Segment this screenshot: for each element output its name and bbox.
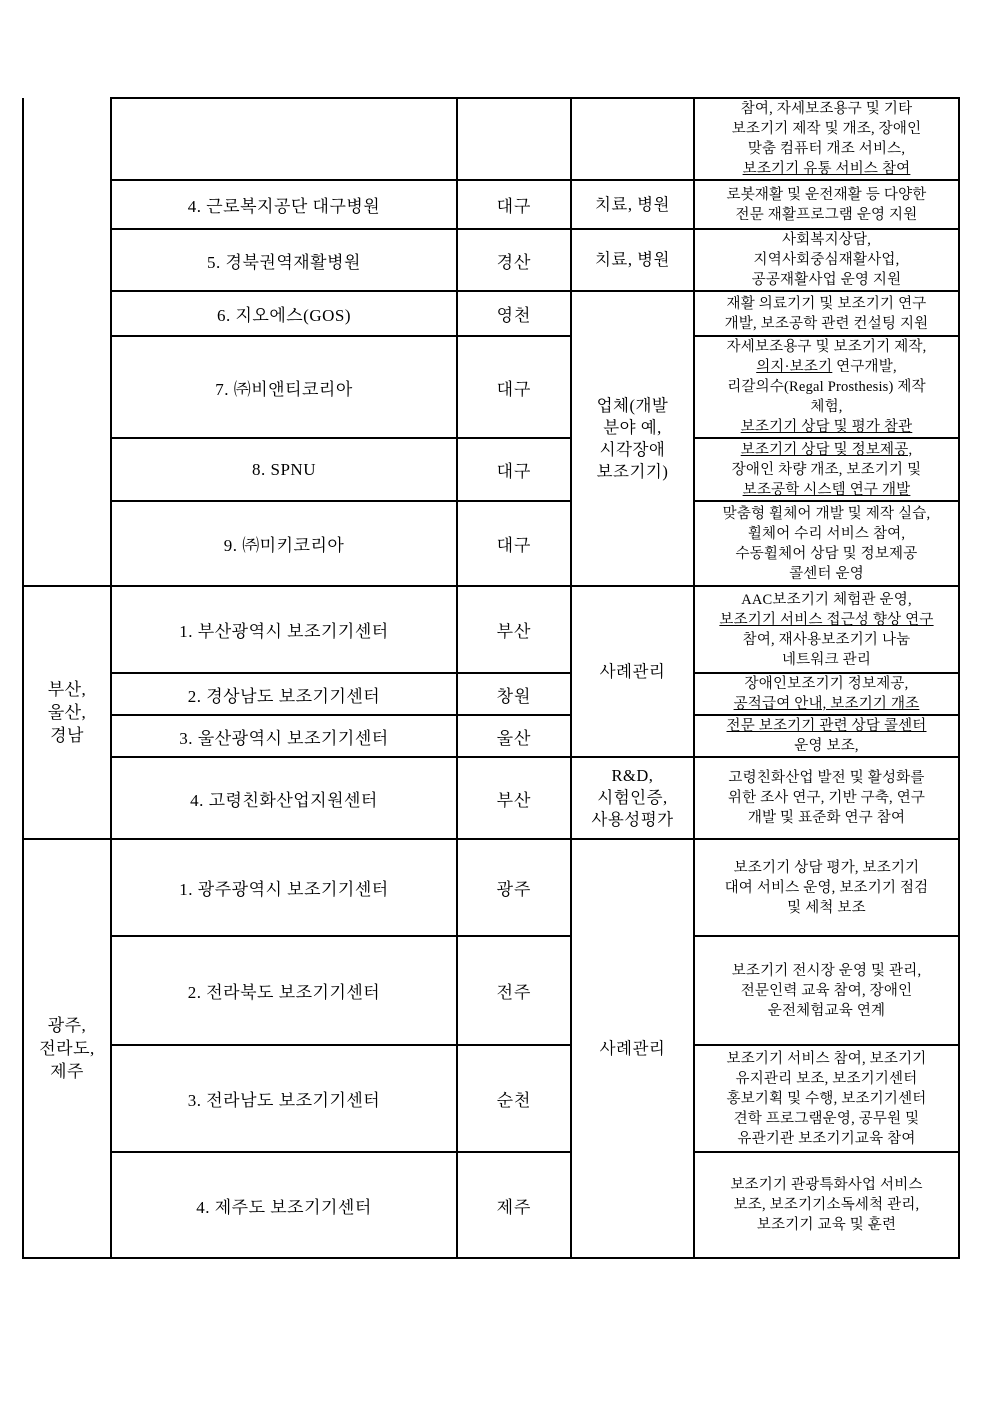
description-segment: 운전체험교육 연계: [767, 1002, 886, 1019]
description-segment: 공적급여 안내, 보조기기 개조: [733, 696, 920, 712]
description-segment: 전문 보조기기 관련 상담 콜센터: [726, 718, 927, 734]
region-label-line: 부산,: [47, 680, 87, 699]
category-line: 사용성평가: [591, 810, 674, 829]
description-segment: 전문인력 교육 참여, 장애인: [740, 982, 913, 999]
org-name-text: 2. 경상남도 보조기기센터: [187, 686, 381, 706]
city-text: 영천: [496, 306, 532, 325]
city-cell: [457, 715, 571, 757]
org-name-cell: [111, 673, 457, 715]
table-row: [23, 936, 959, 1045]
category-line: 시각장애: [599, 439, 666, 459]
description-cell: [694, 936, 959, 1045]
description-segment: 보조기기 상담 및 평가 참관: [740, 419, 913, 435]
org-name-cell: [111, 501, 457, 586]
document-page: [22, 97, 960, 1259]
description-segment: 자세보조용구 및 보조기기 제작,: [726, 339, 927, 355]
description-segment: 및 세척 보조: [787, 899, 866, 916]
description-segment: 보조공학 시스템 연구 개발: [742, 481, 911, 498]
description-segment: 수동휠체어 상담 및 정보제공: [735, 545, 918, 562]
org-name-text: 4. 제주도 보조기기센터: [196, 1197, 372, 1217]
city-cell: [457, 438, 571, 501]
category-cell: [571, 180, 694, 229]
description-segment: 홍보기획 및 수행, 보조기기센터: [726, 1090, 927, 1107]
description-segment: 장애인보조기기 정보제공,: [744, 676, 909, 692]
description-segment: 보조기기 유통 서비스 참여: [742, 161, 911, 177]
city-text: 부산: [496, 622, 532, 641]
category-line: 분야 예,: [603, 417, 662, 437]
description-segment: AAC보조기기 체험관 운영,: [741, 591, 912, 608]
org-table: [22, 97, 960, 1259]
org-name-cell: [111, 1152, 457, 1258]
description-cell: [694, 98, 959, 180]
city-text: 울산: [496, 728, 532, 748]
city-cell: [457, 1152, 571, 1258]
city-text: 대구: [496, 462, 532, 481]
table-row: [23, 180, 959, 229]
description-segment: 운영 보조,: [794, 738, 859, 754]
org-name-cell: [111, 438, 457, 501]
description-segment: 유지관리 보조, 보조기기센터: [735, 1070, 918, 1087]
city-text: 순천: [496, 1091, 532, 1110]
category-cell: [571, 291, 694, 586]
category-line: 보조기기): [596, 461, 669, 481]
org-name-text: 6. 지오에스(GOS): [216, 306, 352, 325]
description-segment: 보조, 보조기기소독세척 관리,: [733, 1197, 920, 1213]
description-segment: 보조기기 관광특화사업 서비스: [730, 1177, 923, 1193]
description-segment: 고령친화산업 발전 및 활성화를: [728, 770, 925, 786]
description-segment: 리갈의수(Regal Prosthesis) 제작: [727, 379, 926, 395]
table-row: [23, 757, 959, 839]
description-segment: 휠체어 수리 서비스 참여,: [747, 525, 906, 542]
table-row: [23, 673, 959, 715]
region-cell: [23, 98, 111, 586]
org-name-text: 3. 전라남도 보조기기센터: [187, 1091, 381, 1110]
city-cell: [457, 1045, 571, 1152]
description-segment: 참여, 자세보조용구 및 기타: [740, 101, 913, 117]
description-segment: 재활 의료기기 및 보조기기 연구: [726, 295, 927, 312]
org-name-text: 3. 울산광역시 보조기기센터: [179, 728, 389, 748]
city-text: 광주: [496, 880, 532, 899]
city-cell: [457, 586, 571, 673]
org-name-text: 4. 고령친화산업지원센터: [190, 790, 378, 810]
description-segment: 보조기기 전시장 운영 및 관리,: [731, 962, 922, 979]
city-text: 부산: [496, 790, 532, 810]
org-name-text: 4. 근로복지공단 대구병원: [187, 197, 381, 216]
description-segment: 의지·보조기: [756, 359, 833, 375]
description-cell: [694, 229, 959, 291]
description-segment: 유관기관 보조기기교육 참여: [737, 1130, 916, 1147]
description-segment: 공공재활사업 운영 지원: [751, 272, 902, 288]
description-segment: 맞춤 컴퓨터 개조 서비스,: [747, 141, 906, 157]
description-cell: [694, 715, 959, 757]
region-label-line: 울산,: [47, 703, 87, 722]
description-segment: 보조기기 서비스 참여, 보조기기: [726, 1050, 927, 1067]
region-cell: [23, 839, 111, 1258]
category-cell: [571, 586, 694, 757]
city-cell: [457, 291, 571, 336]
city-cell: [457, 839, 571, 936]
description-segment: 네트워크 관리: [781, 651, 872, 668]
table-row: [23, 1045, 959, 1152]
city-cell: [457, 501, 571, 586]
city-cell: [457, 757, 571, 839]
category-cell: [571, 98, 694, 180]
org-name-text: 7. ㈜비앤티코리아: [215, 379, 353, 399]
city-text: 대구: [496, 379, 532, 399]
org-table-body: [23, 98, 959, 1258]
category-line: R&D,: [611, 766, 654, 785]
description-cell: [694, 501, 959, 586]
description-segment: 참여, 재사용보조기기 나눔: [742, 631, 911, 648]
table-row: [23, 839, 959, 936]
city-text: 창원: [496, 686, 532, 706]
category-cell: [571, 839, 694, 1258]
description-segment: 체험,: [810, 399, 843, 415]
category-cell: [571, 229, 694, 291]
description-segment: 보조기기 상담 평가, 보조기기: [733, 859, 920, 876]
city-cell: [457, 936, 571, 1045]
org-name-text: 8. SPNU: [252, 459, 316, 479]
city-cell: [457, 673, 571, 715]
description-cell: [694, 180, 959, 229]
table-row: [23, 229, 959, 291]
table-row: [23, 438, 959, 501]
table-row: [23, 98, 959, 180]
org-name-cell: [111, 757, 457, 839]
region-label-line: 광주,: [47, 1016, 87, 1035]
description-segment: 보조기기 상담 및 정보제공,: [740, 441, 913, 458]
city-text: 제주: [496, 1197, 532, 1217]
table-row: [23, 1152, 959, 1258]
description-cell: [694, 839, 959, 936]
org-name-cell: [111, 180, 457, 229]
org-name-cell: [111, 336, 457, 438]
description-cell: [694, 291, 959, 336]
table-row: [23, 336, 959, 438]
city-text: 전주: [496, 983, 532, 1002]
description-segment: 대여 서비스 운영, 보조기기 점검: [724, 879, 929, 896]
org-name-cell: [111, 936, 457, 1045]
category-cell: [571, 757, 694, 839]
category-line: 치료, 병원: [594, 194, 670, 214]
description-cell: [694, 336, 959, 438]
city-text: 경산: [496, 252, 532, 272]
description-segment: 보조기기 서비스 접근성 향상 연구: [719, 611, 934, 628]
description-segment: 연구개발,: [832, 359, 897, 375]
city-cell: [457, 98, 571, 180]
region-label-line: 제주: [50, 1062, 84, 1081]
description-segment: 위한 조사 연구, 기반 구축, 연구: [727, 790, 926, 806]
description-segment: 지역사회중심재활사업,: [753, 252, 900, 268]
org-name-text: 1. 부산광역시 보조기기센터: [179, 622, 389, 641]
org-name-cell: [111, 291, 457, 336]
city-text: 대구: [496, 197, 532, 216]
org-name-cell: [111, 839, 457, 936]
category-line: 사례관리: [599, 661, 666, 681]
org-name-cell: [111, 1045, 457, 1152]
org-name-cell: [111, 229, 457, 291]
description-segment: 개발 및 표준화 연구 참여: [747, 810, 906, 826]
description-cell: [694, 673, 959, 715]
category-line: 치료, 병원: [594, 250, 670, 269]
city-cell: [457, 180, 571, 229]
city-text: 대구: [496, 536, 532, 555]
city-cell: [457, 229, 571, 291]
description-segment: 사회복지상담,: [781, 232, 872, 248]
description-cell: [694, 438, 959, 501]
description-cell: [694, 1045, 959, 1152]
org-name-cell: [111, 586, 457, 673]
city-cell: [457, 336, 571, 438]
description-segment: 개발, 보조공학 관련 컨설팅 지원: [724, 315, 929, 332]
org-name-cell: [111, 715, 457, 757]
description-segment: 견학 프로그램운영, 공무원 및: [733, 1110, 920, 1127]
region-cell: [23, 586, 111, 839]
description-segment: 콜센터 운영: [789, 565, 864, 582]
table-row: [23, 715, 959, 757]
category-line: 시험인증,: [597, 788, 668, 807]
org-name-text: 1. 광주광역시 보조기기센터: [179, 880, 389, 899]
region-label-line: 경남: [50, 726, 84, 745]
category-line: 업체(개발: [596, 395, 669, 415]
org-name-text: 9. ㈜미키코리아: [223, 536, 345, 555]
description-segment: 보조기기 제작 및 개조, 장애인: [731, 121, 922, 137]
region-label-line: 전라도,: [39, 1039, 95, 1058]
description-segment: 전문 재활프로그램 운영 지원: [735, 206, 918, 223]
table-row: [23, 586, 959, 673]
description-cell: [694, 1152, 959, 1258]
table-row: [23, 501, 959, 586]
category-line: 사례관리: [599, 1038, 666, 1058]
description-segment: 보조기기 교육 및 훈련: [756, 1217, 897, 1233]
table-row: [23, 291, 959, 336]
description-segment: 맞춤형 휠체어 개발 및 제작 실습,: [722, 505, 931, 522]
description-segment: 로봇재활 및 운전재활 등 다양한: [726, 186, 927, 203]
description-cell: [694, 586, 959, 673]
org-name-text: 2. 전라북도 보조기기센터: [187, 983, 381, 1002]
org-name-cell: [111, 98, 457, 180]
description-cell: [694, 757, 959, 839]
description-segment: 장애인 차량 개조, 보조기기 및: [731, 461, 922, 478]
org-name-text: 5. 경북권역재활병원: [207, 252, 361, 272]
